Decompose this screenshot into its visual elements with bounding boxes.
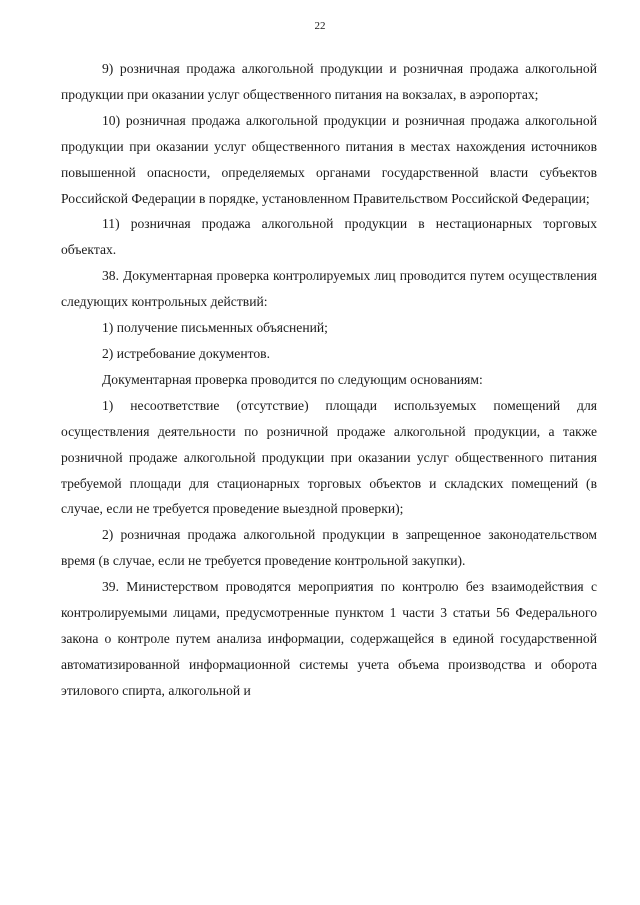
paragraph-action-2: 2) истребование документов. (102, 345, 270, 361)
page-number: 22 (314, 20, 326, 32)
paragraph-ground-1: 1) несоответствие (отсутствие) площади используемых помещений для осуществления деятельности по розничной продаже алкогольной продукции, а также розничной продаже алкогольной продукции при оказании услуг общественного питания требуемой площади для стационарных торговых объектов и складских помещений (в случае, если не требуется проведение выездной проверки); (61, 397, 597, 517)
paragraph-grounds-intro: Документарная проверка проводится по следующим основаниям: (102, 371, 483, 387)
paragraph-item-9: 9) розничная продажа алкогольной продукции и розничная продажа алкогольной продукции при оказании услуг общественного питания на вокзалах, в аэропортах; (61, 61, 597, 102)
paragraph-clause-38: 38. Документарная проверка контролируемых лиц проводится путем осуществления следующих контрольных действий: (61, 268, 597, 310)
document-body (61, 56, 597, 704)
paragraph-ground-2: 2) розничная продажа алкогольной продукции в запрещенное законодательством время (в случае, если не требуется проведение контрольной закупки). (61, 527, 597, 569)
paragraph-clause-39: 39. Министерством проводятся мероприятия по контролю без взаимодействия с контролируемыми лицами, предусмотренные пунктом 1 части 3 статьи 56 Федерального закона о контроле путем анализа информации, содержащейся в единой государственной автоматизированной информационной системы учета объема производства и оборота этилового спирта, алкогольной и (61, 579, 597, 698)
paragraph-action-1: 1) получение письменных объяснений; (102, 320, 328, 336)
paragraph-item-10: 10) розничная продажа алкогольной продукции и розничная продажа алкогольной продукции при оказании услуг общественного питания в местах нахождения источников повышенной опасности, определяемых органами государственной власти субъектов Российской Федерации в порядке, установленном Правительством Российской Федерации; (61, 112, 597, 206)
paragraph-item-11: 11) розничная продажа алкогольной продукции в нестационарных торговых объектах. (61, 216, 597, 258)
